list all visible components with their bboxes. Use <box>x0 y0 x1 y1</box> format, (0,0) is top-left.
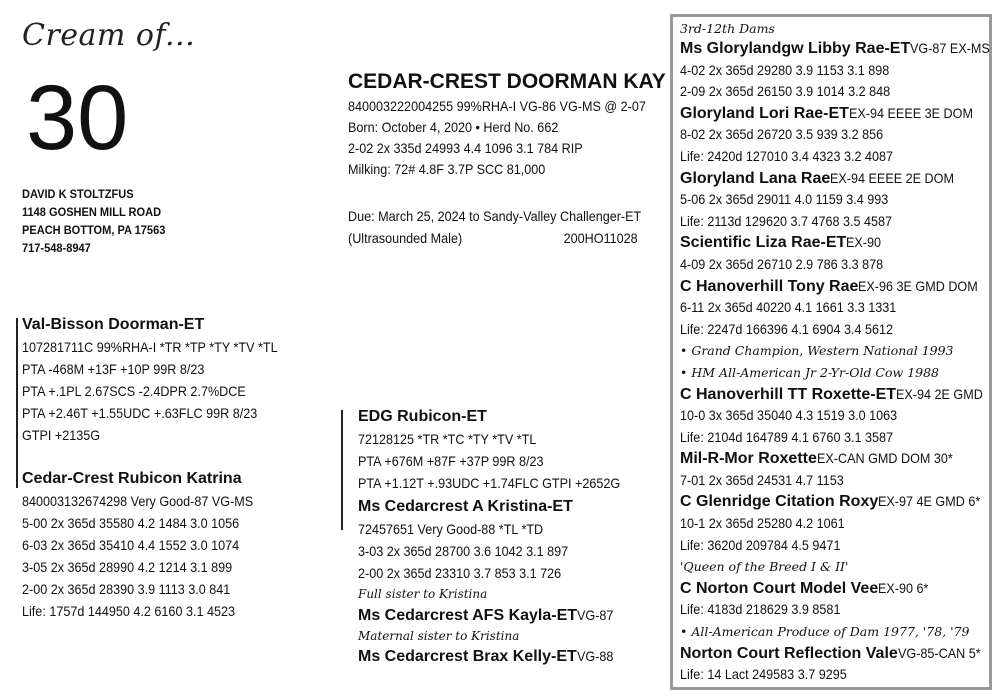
relative-name: Ms Cedarcrest AFS Kayla-ET <box>358 607 578 624</box>
dam-classification: EX-90 6* <box>878 579 929 596</box>
granddam-line: 2-00 2x 365d 23310 3.7 853 3.1 726 <box>358 565 562 581</box>
dam-line: 3-05 2x 365d 28990 4.2 1214 3.1 899 <box>22 559 233 575</box>
granddam-details <box>358 518 592 584</box>
animal-details <box>348 96 646 180</box>
granddam-line: 3-03 2x 365d 28700 3.6 1042 3.1 897 <box>358 543 569 559</box>
dam-record: 2-09 2x 365d 26150 3.9 1014 3.2 848 <box>680 83 891 100</box>
dam-entry-name <box>680 384 999 406</box>
dam-record: Life: 2104d 164789 4.1 6760 3.1 3587 <box>680 428 894 445</box>
dam-honor: 'Queen of the Breed I & II' <box>680 559 849 575</box>
dam-record: 7-01 2x 365d 24531 4.7 1153 <box>680 471 844 488</box>
due-info <box>348 205 641 249</box>
sire-name: Val-Bisson Doorman-ET <box>22 316 205 333</box>
granddam-note: Full sister to Kristina <box>358 587 488 601</box>
sire-line: 107281711C 99%RHA-I *TR *TP *TY *TV *TL <box>22 339 278 355</box>
dam-record: 5-06 2x 365d 29011 4.0 1159 3.4 993 <box>680 191 889 208</box>
dam-honor: • HM All-American Jr 2-Yr-Old Cow 1988 <box>680 364 940 380</box>
relative-score: VG-87 <box>577 607 614 623</box>
dam-classification: EX-96 3E GMD DOM <box>858 277 979 294</box>
dam-entry-name <box>680 232 999 254</box>
sire-line: PTA -468M +13F +10P 99R 8/23 <box>22 361 205 377</box>
dam-classification: EX-97 4E GMD 6* <box>878 493 981 510</box>
due-line: Due: March 25, 2024 to Sandy-Valley Challenger-ET <box>348 208 642 224</box>
animal-line: 840003222004255 99%RHA-I VG-86 VG-MS @ 2-07 <box>348 98 646 114</box>
sire-block <box>22 314 306 446</box>
consignor-line: PEACH BOTTOM, PA 17563 <box>22 223 166 237</box>
sire-details <box>22 336 278 446</box>
mgs-name: EDG Rubicon-ET <box>358 408 487 425</box>
animal-header <box>348 68 679 180</box>
dam-entry-name <box>680 276 999 298</box>
animal-line: Milking: 72# 4.8F 3.7P SCC 81,000 <box>348 161 546 177</box>
mgs-details <box>358 428 620 494</box>
dam-record: Life: 14 Lact 249583 3.7 9295 <box>680 666 847 683</box>
dam-block <box>22 468 279 622</box>
dam-classification: VG-85-CAN 5* <box>897 644 981 661</box>
dam-honor: • Grand Champion, Western National 1993 <box>680 343 954 359</box>
consignor-line: DAVID K STOLTZFUS <box>22 187 134 201</box>
dam-honor: • All-American Produce of Dam 1977, '78, '79 <box>680 624 970 640</box>
animal-name: CEDAR-CREST DOORMAN KAY <box>348 70 666 93</box>
dam-record: 10-1 2x 365d 25280 4.2 1061 <box>680 515 845 532</box>
dam-record: Life: 2420d 127010 3.4 4323 3.2 4087 <box>680 147 894 164</box>
dam-record: 4-02 2x 365d 29280 3.9 1153 3.1 898 <box>680 61 890 78</box>
dam-entry-name <box>680 168 999 190</box>
dam-entry-name <box>680 448 999 470</box>
dam-record: 8-02 2x 365d 26720 3.5 939 3.2 856 <box>680 126 884 143</box>
dam-details <box>22 490 253 622</box>
dam-name: Gloryland Lana Rae <box>680 169 831 187</box>
relative-score: VG-88 <box>576 648 614 664</box>
animal-line: Born: October 4, 2020 • Herd No. 662 <box>348 119 559 135</box>
sire-line: GTPI +2135G <box>22 427 101 443</box>
pedigree-line-mgs <box>341 410 343 530</box>
sire-line: PTA +.1PL 2.67SCS -2.4DPR 2.7%DCE <box>22 383 246 399</box>
dam-classification: VG-87 EX-MS <box>910 40 991 56</box>
mgs-line: PTA +676M +87F +37P 99R 8/23 <box>358 453 544 469</box>
dam-record: 6-11 2x 365d 40220 4.1 1661 3.3 1331 <box>680 299 897 316</box>
ultrasound-line <box>348 227 641 249</box>
dams-header: 3rd-12th Dams <box>680 21 775 36</box>
dams-panel <box>680 20 999 686</box>
relative-kayla <box>358 604 618 627</box>
consignor-phone: 717-548-8947 <box>22 241 91 255</box>
dam-entry-name <box>680 38 999 60</box>
dam-name: Cedar-Crest Rubicon Katrina <box>22 470 242 487</box>
dam-record: Life: 2113d 129620 3.7 4768 3.5 4587 <box>680 212 893 229</box>
dam-record: Life: 4183d 218629 3.9 8581 <box>680 601 841 618</box>
animal-line: 2-02 2x 335d 24993 4.4 1096 3.1 784 RIP <box>348 140 583 156</box>
relative-name: Ms Cedarcrest Brax Kelly-ET <box>358 648 577 665</box>
dam-entry-name <box>680 491 999 513</box>
dam-classification: EX-94 EEEE 3E DOM <box>848 104 973 121</box>
dam-classification: EX-CAN GMD DOM 30* <box>816 450 953 467</box>
brand-logo-text: Cream of... <box>22 18 196 53</box>
dam-line: Life: 1757d 144950 4.2 6160 3.1 4523 <box>22 603 236 619</box>
relative-note: Maternal sister to Kristina <box>358 629 520 643</box>
granddam-line: 72457651 Very Good-88 *TL *TD <box>358 521 544 537</box>
dam-record: 4-09 2x 365d 26710 2.9 786 3.3 878 <box>680 255 884 272</box>
sire-line: PTA +2.46T +1.55UDC +.63FLC 99R 8/23 <box>22 405 258 421</box>
dam-name: C Glenridge Citation Roxy <box>680 493 879 511</box>
dam-entry-name <box>680 578 999 600</box>
dam-line: 5-00 2x 365d 35580 4.2 1484 3.0 1056 <box>22 515 240 531</box>
dam-record: Life: 3620d 209784 4.5 9471 <box>680 536 841 553</box>
dam-classification: EX-94 2E GMD <box>896 385 983 402</box>
mgs-line: 72128125 *TR *TC *TY *TV *TL <box>358 431 537 447</box>
relative-kelly <box>358 645 618 669</box>
dam-name: Mil-R-Mor Roxette <box>680 450 817 468</box>
dam-classification: EX-94 EEEE 2E DOM <box>830 169 955 186</box>
granddam-name: Ms Cedarcrest A Kristina-ET <box>358 498 573 515</box>
dam-line: 840003132674298 Very Good-87 VG-MS <box>22 493 254 509</box>
dam-name: Gloryland Lori Rae-ET <box>680 104 849 122</box>
dam-name: C Hanoverhill Tony Rae <box>680 277 859 295</box>
dams-list <box>680 38 999 686</box>
dam-entry-name <box>680 103 999 125</box>
lot-number: 30 <box>26 67 129 169</box>
dam-line: 2-00 2x 365d 28390 3.9 1113 3.0 841 <box>22 581 231 597</box>
dam-entry-name <box>680 643 999 665</box>
dam-name: Scientific Liza Rae-ET <box>680 234 847 252</box>
consignor-address <box>22 185 165 257</box>
dam-record: 10-0 3x 365d 35040 4.3 1519 3.0 1063 <box>680 407 898 424</box>
dam-record: Life: 2247d 166396 4.1 6904 3.4 5612 <box>680 320 894 337</box>
ultrasound-status: (Ultrasounded Male) <box>348 230 463 246</box>
dam-line: 6-03 2x 365d 35410 4.4 1552 3.0 1074 <box>22 537 240 553</box>
pedigree-line-sire <box>16 318 18 488</box>
dam-name: Norton Court Reflection Vale <box>680 644 898 662</box>
dam-name: C Norton Court Model Vee <box>680 579 879 597</box>
mgs-block <box>358 406 649 494</box>
dam-name: Ms Glorylandgw Libby Rae-ET <box>680 40 911 57</box>
mgs-line: PTA +1.12T +.93UDC +1.74FLC GTPI +2652G <box>358 475 621 491</box>
dam-classification: EX-90 <box>846 234 882 251</box>
consignor-line: 1148 GOSHEN MILL ROAD <box>22 205 162 219</box>
dam-name: C Hanoverhill TT Roxette-ET <box>680 385 897 403</box>
granddam-block <box>358 496 618 669</box>
service-sire-code: 200HO11028 <box>563 230 638 246</box>
